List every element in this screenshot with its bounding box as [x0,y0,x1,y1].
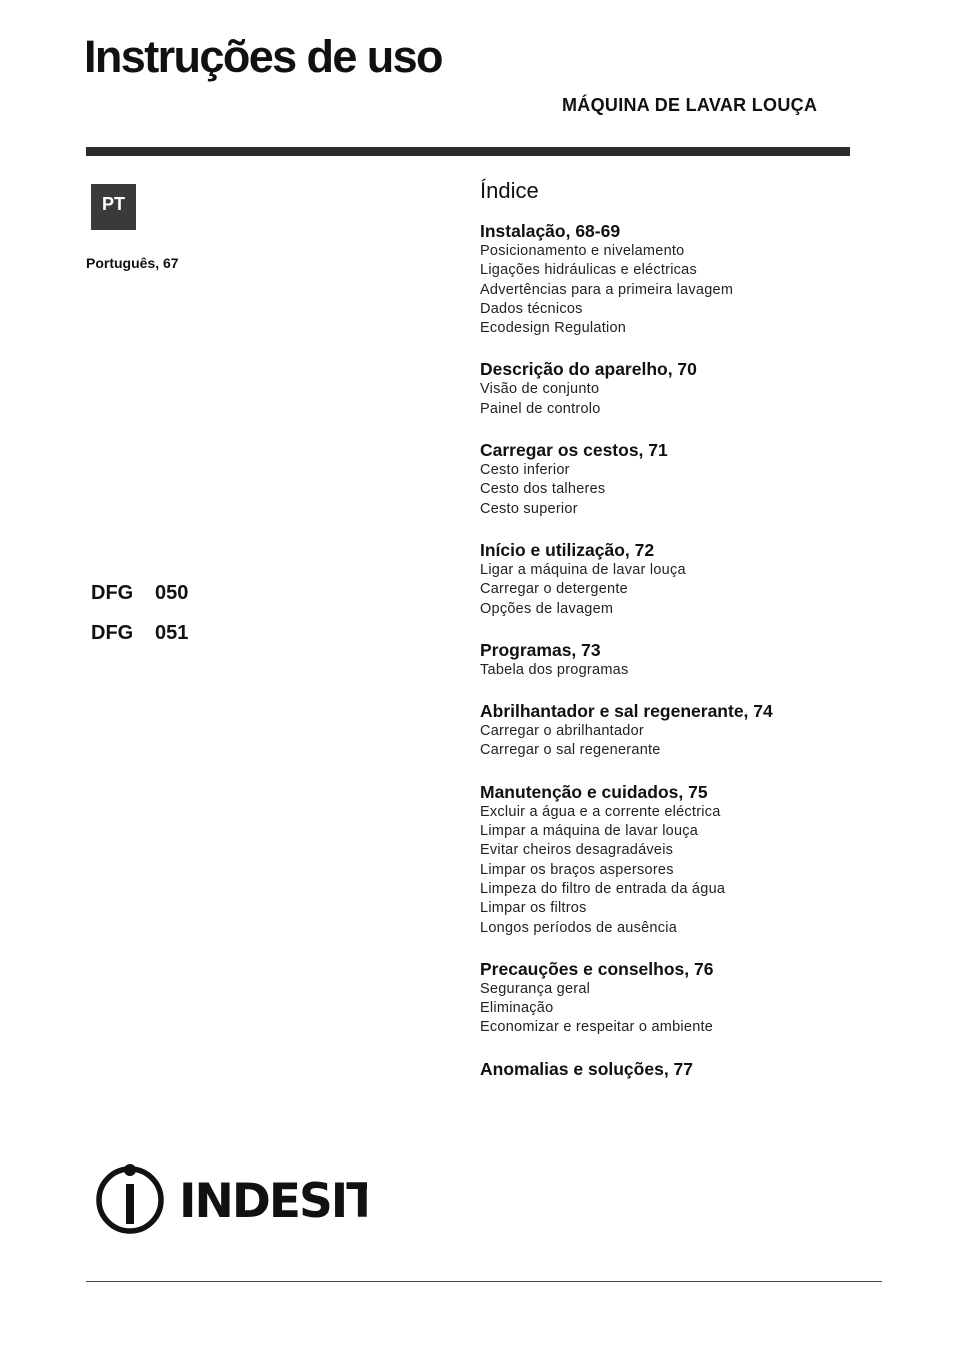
toc-item: Tabela dos programas [480,661,629,678]
toc-item: Ligar a máquina de lavar louça [480,561,686,578]
product-subtitle: MÁQUINA DE LAVAR LOUÇA [562,95,818,115]
model-series: DFG [91,622,134,644]
toc-item: Ecodesign Regulation [480,320,627,337]
toc-section-title: Manutenção e cuidados, 75 [480,781,708,802]
toc-item: Segurança geral [480,980,591,997]
toc-item: Advertências para a primeira lavagem [480,281,734,298]
model-number: 051 [155,622,189,644]
toc-item: Opções de lavagem [480,600,614,617]
toc-item: Carregar o abrilhantador [480,723,644,740]
toc-section-abrilhantador [480,700,880,761]
model-dfg-050 [91,582,188,605]
toc-item: Carregar o detergente [480,581,628,598]
toc-section-title: Carregar os cestos, 71 [480,440,668,461]
toc-section-title: Abrilhantador e sal regenerante, 74 [480,701,773,722]
toc-item: Limpar a máquina de lavar louça [480,823,699,840]
toc-item: Longos períodos de ausência [480,919,678,936]
top-divider [86,147,850,156]
toc-section-title: Anomalias e soluções, 77 [480,1058,694,1079]
toc-section-title: Instalação, 68-69 [480,221,621,241]
toc-item: Eliminação [480,1000,554,1017]
toc-section-programas [480,639,880,680]
indesit-logo-icon [95,1160,367,1236]
toc-item: Excluir a água e a corrente eléctrica [480,803,721,820]
toc-section-title: Precauções e conselhos, 76 [480,958,714,979]
toc-item: Economizar e respeitar o ambiente [480,1019,714,1036]
toc-item: Limpar os braços aspersores [480,861,674,878]
toc-item: Posicionamento e nivelamento [480,243,685,259]
toc-item: Ligações hidráulicas e eléctricas [480,262,697,279]
toc-heading: Índice [480,178,539,203]
toc-section-anomalias [480,1058,880,1080]
toc-section-precaucoes [480,958,880,1038]
table-of-contents [480,220,880,1100]
brand-logo [95,1160,367,1241]
model-dfg-051 [91,622,188,645]
toc-section-title: Descrição do aparelho, 70 [480,359,697,380]
toc-section-manutencao [480,781,880,938]
toc-item: Painel de controlo [480,400,601,417]
language-label: Português, 67 [86,255,179,271]
toc-section-descricao [480,358,880,419]
toc-section-cestos [480,439,880,519]
toc-item: Cesto superior [480,500,578,517]
toc-section-title: Início e utilização, 72 [480,539,655,560]
toc-section-instalacao [480,220,880,338]
toc-item: Limpeza do filtro de entrada da água [480,880,726,897]
brand-wordmark: INDESIT [179,1174,367,1229]
toc-item: Carregar o sal regenerante [480,742,661,759]
toc-section-title: Programas, 73 [480,639,601,660]
model-series: DFG [91,582,134,604]
toc-item: Evitar cheiros desagradáveis [480,842,674,859]
bottom-divider [86,1281,882,1282]
toc-item: Limpar os filtros [480,900,587,917]
toc-section-inicio [480,539,880,619]
page-title: Instruções de uso [84,31,442,82]
model-number: 050 [155,582,189,604]
toc-item: Cesto inferior [480,462,570,479]
toc-item: Cesto dos talheres [480,481,606,498]
language-badge: PT [91,184,136,230]
toc-item: Dados técnicos [480,300,583,317]
toc-item: Visão de conjunto [480,381,600,398]
